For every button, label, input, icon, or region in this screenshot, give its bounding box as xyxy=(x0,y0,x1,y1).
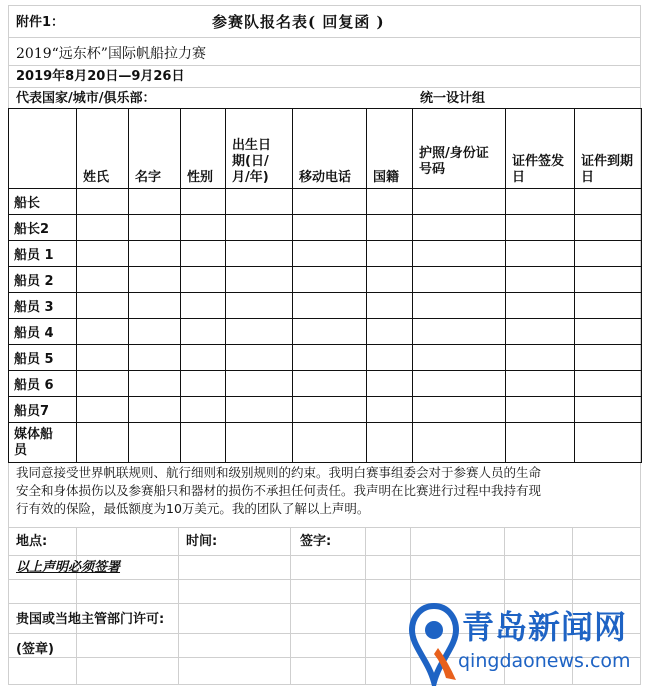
entry-cell[interactable] xyxy=(367,267,413,293)
attachment-label: 附件1： xyxy=(16,15,65,30)
registration-table xyxy=(8,108,642,463)
entry-cell[interactable] xyxy=(367,189,413,215)
entry-cell[interactable] xyxy=(575,267,642,293)
entry-cell[interactable] xyxy=(413,319,506,345)
row-label: 船员 2 xyxy=(9,267,77,293)
entry-cell[interactable] xyxy=(367,371,413,397)
entry-cell[interactable] xyxy=(226,241,293,267)
header-cell-birthdate: 出生日期(日/月/年) xyxy=(226,109,293,189)
watermark-brand: 青岛新闻网 xyxy=(462,608,628,646)
entry-cell[interactable] xyxy=(506,423,575,463)
entry-cell[interactable] xyxy=(181,319,226,345)
event-name: 2019“远东杯”国际帆船拉力赛 xyxy=(16,46,206,62)
entry-cell[interactable] xyxy=(367,241,413,267)
form-title: 参赛队报名表( 回复函 ) xyxy=(212,13,385,31)
table-row xyxy=(9,189,642,215)
row-label: 船员 6 xyxy=(9,371,77,397)
entry-cell[interactable] xyxy=(226,267,293,293)
entry-cell[interactable] xyxy=(367,215,413,241)
entry-cell[interactable] xyxy=(226,293,293,319)
entry-cell[interactable] xyxy=(575,319,642,345)
table-row xyxy=(9,397,642,423)
table-row xyxy=(9,345,642,371)
entry-cell[interactable] xyxy=(506,267,575,293)
table-row xyxy=(9,293,642,319)
entry-cell[interactable] xyxy=(413,397,506,423)
entry-cell[interactable] xyxy=(129,215,181,241)
entry-cell[interactable] xyxy=(181,241,226,267)
header-cell-mobile: 移动电话 xyxy=(293,109,367,189)
row-label: 船长2 xyxy=(9,215,77,241)
row-label: 媒体船员 xyxy=(9,423,77,463)
sign-label: 签字: xyxy=(300,534,332,549)
entry-cell[interactable] xyxy=(129,345,181,371)
entry-cell[interactable] xyxy=(293,267,367,293)
entry-cell[interactable] xyxy=(413,371,506,397)
entry-cell[interactable] xyxy=(181,267,226,293)
entry-cell[interactable] xyxy=(413,241,506,267)
represent-label: 代表国家/城市/俱乐部： xyxy=(16,91,156,106)
header-cell-id-number: 护照/身份证号码 xyxy=(413,109,506,189)
entry-cell[interactable] xyxy=(77,371,129,397)
design-group-label: 统一设计组 xyxy=(420,91,486,106)
entry-cell[interactable] xyxy=(413,293,506,319)
seal-label: (签章) xyxy=(16,642,54,657)
entry-cell[interactable] xyxy=(226,397,293,423)
row-label: 船员 4 xyxy=(9,319,77,345)
entry-cell[interactable] xyxy=(129,371,181,397)
entry-cell[interactable] xyxy=(181,423,226,463)
entry-cell[interactable] xyxy=(181,345,226,371)
declaration-line-3: 行有效的保险，最低额度为10万美元。我的团队了解以上声明。 xyxy=(16,501,370,516)
table-header-row xyxy=(9,109,642,189)
row-label: 船员7 xyxy=(9,397,77,423)
authority-label: 贵国或当地主管部门许可: xyxy=(16,612,165,627)
entry-cell[interactable] xyxy=(293,189,367,215)
entry-cell[interactable] xyxy=(77,215,129,241)
entry-cell[interactable] xyxy=(293,397,367,423)
entry-cell[interactable] xyxy=(293,423,367,463)
entry-cell[interactable] xyxy=(129,267,181,293)
entry-cell[interactable] xyxy=(181,397,226,423)
entry-cell[interactable] xyxy=(575,397,642,423)
declaration-line-1: 我同意接受世界帆联规则、航行细则和级别规则的约束。我明白赛事组委会对于参赛人员的生命 xyxy=(16,465,542,480)
row-label: 船员 1 xyxy=(9,241,77,267)
declaration-line-2: 安全和身体损伤以及参赛船只和器材的损伤不承担任何责任。我声明在比赛进行过程中我持有现 xyxy=(16,483,542,498)
entry-cell[interactable] xyxy=(506,189,575,215)
entry-cell[interactable] xyxy=(77,241,129,267)
entry-cell[interactable] xyxy=(506,319,575,345)
header-cell-gender: 性别 xyxy=(181,109,226,189)
table-row xyxy=(9,319,642,345)
table-row xyxy=(9,267,642,293)
header-cell-blank xyxy=(9,109,77,189)
entry-cell[interactable] xyxy=(575,189,642,215)
entry-cell[interactable] xyxy=(506,241,575,267)
entry-cell[interactable] xyxy=(367,397,413,423)
entry-cell[interactable] xyxy=(181,189,226,215)
event-dates: 2019年8月20日—9月26日 xyxy=(16,69,185,84)
table-row xyxy=(9,423,642,463)
entry-cell[interactable] xyxy=(293,371,367,397)
entry-cell[interactable] xyxy=(293,293,367,319)
entry-cell[interactable] xyxy=(413,189,506,215)
entry-cell[interactable] xyxy=(129,293,181,319)
entry-cell[interactable] xyxy=(413,267,506,293)
entry-cell[interactable] xyxy=(181,293,226,319)
entry-cell[interactable] xyxy=(506,215,575,241)
entry-cell[interactable] xyxy=(506,345,575,371)
location-pin-icon xyxy=(408,602,460,686)
entry-cell[interactable] xyxy=(367,345,413,371)
entry-cell[interactable] xyxy=(226,189,293,215)
declaration-text xyxy=(16,464,634,518)
entry-cell[interactable] xyxy=(129,241,181,267)
entry-cell[interactable] xyxy=(506,293,575,319)
entry-cell[interactable] xyxy=(293,241,367,267)
table-row xyxy=(9,241,642,267)
must-sign-note: 以上声明必须签署 xyxy=(16,560,121,575)
watermark-url: qingdaonews.com xyxy=(458,650,631,672)
entry-cell[interactable] xyxy=(129,423,181,463)
entry-cell[interactable] xyxy=(226,345,293,371)
entry-cell[interactable] xyxy=(575,215,642,241)
entry-cell[interactable] xyxy=(181,371,226,397)
entry-cell[interactable] xyxy=(575,345,642,371)
entry-cell[interactable] xyxy=(575,371,642,397)
table-row xyxy=(9,215,642,241)
entry-cell[interactable] xyxy=(77,319,129,345)
entry-cell[interactable] xyxy=(77,423,129,463)
header-cell-issue-date: 证件签发日 xyxy=(506,109,575,189)
table-row xyxy=(9,371,642,397)
entry-cell[interactable] xyxy=(129,319,181,345)
entry-cell[interactable] xyxy=(293,319,367,345)
entry-cell[interactable] xyxy=(77,189,129,215)
entry-cell[interactable] xyxy=(293,215,367,241)
entry-cell[interactable] xyxy=(413,345,506,371)
entry-cell[interactable] xyxy=(506,371,575,397)
entry-cell[interactable] xyxy=(129,397,181,423)
row-label: 船员 3 xyxy=(9,293,77,319)
row-label: 船长 xyxy=(9,189,77,215)
place-label: 地点: xyxy=(16,534,48,549)
entry-cell[interactable] xyxy=(77,397,129,423)
header-cell-expiry-date: 证件到期日 xyxy=(575,109,642,189)
entry-cell[interactable] xyxy=(506,397,575,423)
header-cell-surname: 姓氏 xyxy=(77,109,129,189)
watermark-logo xyxy=(408,598,648,688)
entry-cell[interactable] xyxy=(77,267,129,293)
entry-cell[interactable] xyxy=(367,423,413,463)
entry-cell[interactable] xyxy=(226,371,293,397)
row-label: 船员 5 xyxy=(9,345,77,371)
entry-cell[interactable] xyxy=(77,345,129,371)
entry-cell[interactable] xyxy=(413,423,506,463)
entry-cell[interactable] xyxy=(226,423,293,463)
entry-cell[interactable] xyxy=(367,319,413,345)
time-label: 时间: xyxy=(186,534,218,549)
entry-cell[interactable] xyxy=(575,293,642,319)
entry-cell[interactable] xyxy=(226,215,293,241)
header-cell-nationality: 国籍 xyxy=(367,109,413,189)
entry-cell[interactable] xyxy=(575,241,642,267)
entry-cell[interactable] xyxy=(367,293,413,319)
entry-cell[interactable] xyxy=(293,345,367,371)
entry-cell[interactable] xyxy=(77,293,129,319)
entry-cell[interactable] xyxy=(226,319,293,345)
header-cell-given-name: 名字 xyxy=(129,109,181,189)
entry-cell[interactable] xyxy=(575,423,642,463)
entry-cell[interactable] xyxy=(181,215,226,241)
entry-cell[interactable] xyxy=(413,215,506,241)
entry-cell[interactable] xyxy=(129,189,181,215)
